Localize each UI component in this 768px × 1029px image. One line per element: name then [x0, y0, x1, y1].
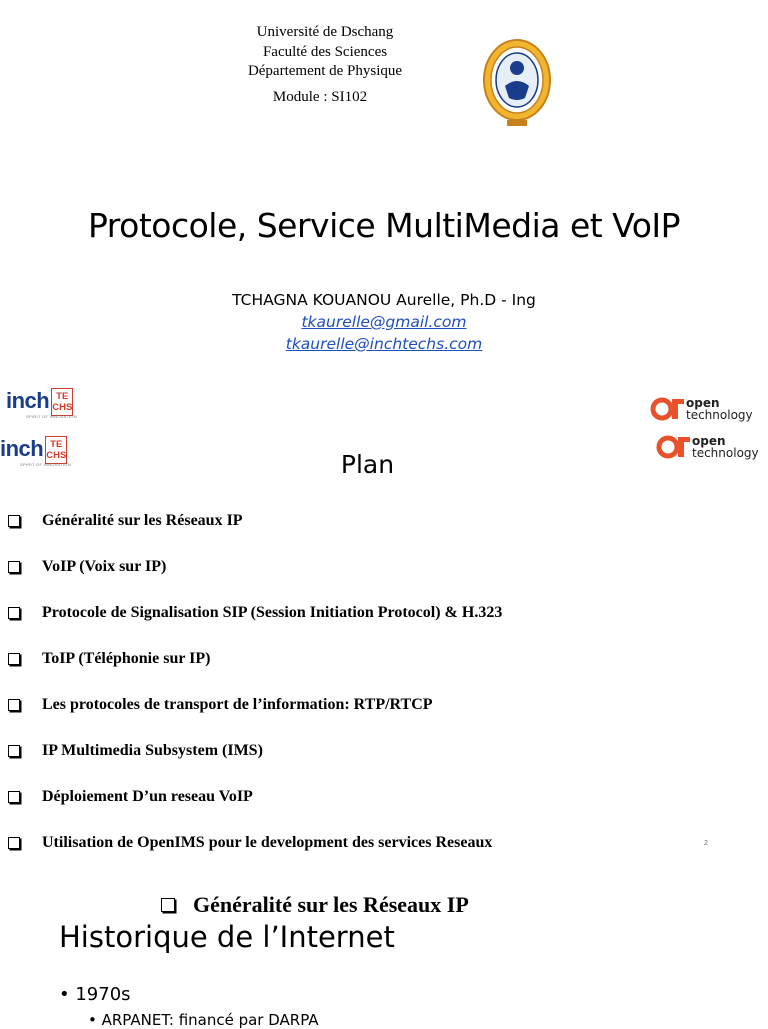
university-seal-icon: [481, 36, 553, 130]
author-name: TCHAGNA KOUANOU Aurelle, Ph.D - Ing: [232, 291, 536, 309]
checkbox-bullet-icon: [8, 745, 20, 757]
checkbox-bullet-icon: [8, 561, 20, 573]
inch-logo-text: inch: [0, 436, 44, 461]
page-number: 2: [704, 840, 708, 847]
inch-logo-text: inch: [6, 388, 50, 413]
presentation-title: Protocole, Service MultiMedia et VoIP: [87, 206, 681, 245]
plan-item: [8, 834, 492, 852]
plan-item: [8, 650, 210, 668]
ot-line2: technology: [692, 446, 759, 460]
department-line: Département de Physique: [247, 63, 403, 79]
plan-item: [8, 604, 502, 622]
plan-item-label: VoIP (Voix sur IP): [42, 558, 167, 575]
inchtechs-logo: [6, 388, 77, 419]
module-label: Module : SI102: [272, 89, 368, 105]
plan-item: [8, 742, 263, 760]
plan-item-label: IP Multimedia Subsystem (IMS): [42, 742, 263, 759]
ot-line2: technology: [686, 408, 753, 422]
open-technology-mark-icon: [650, 396, 686, 422]
checkbox-bullet-icon: [161, 898, 175, 912]
bullet-level2: • ARPANET: financé par DARPA: [88, 1011, 319, 1029]
checkbox-bullet-icon: [8, 699, 20, 711]
plan-item-label: ToIP (Téléphonie sur IP): [42, 650, 211, 667]
plan-item-label: Protocole de Signalisation SIP (Session Initiation Protocol) & H.323: [42, 604, 503, 621]
university-line: Université de Dschang: [256, 24, 394, 40]
checkbox-bullet-icon: [8, 653, 20, 665]
faculty-line: Faculté des Sciences: [262, 43, 388, 60]
plan-heading: Plan: [340, 450, 395, 479]
inch-tagline: SPIRIT OF INNOVATION: [26, 414, 77, 419]
plan-item: [8, 696, 433, 714]
techs-logo-box: TE CHS: [45, 436, 67, 464]
checkbox-bullet-icon: [8, 791, 20, 803]
plan-item: [8, 512, 243, 530]
bullet-level1: • 1970s: [59, 984, 131, 1005]
checkbox-bullet-icon: [8, 515, 20, 527]
plan-item-label: Déploiement D’un reseau VoIP: [42, 788, 253, 805]
techs-logo-box: TE CHS: [51, 388, 73, 416]
plan-item-label: Les protocoles de transport de l’information: RTP/RTCP: [42, 696, 433, 713]
plan-item: [8, 558, 166, 576]
plan-item-label: Généralité sur les Réseaux IP: [42, 512, 243, 529]
plan-item: [8, 788, 253, 806]
checkbox-bullet-icon: [8, 837, 20, 849]
email-link-gmail[interactable]: tkaurelle@gmail.com: [301, 313, 467, 331]
author-block: [0, 289, 768, 355]
section-heading: [161, 892, 469, 918]
bullet-text: 1970s: [75, 984, 131, 1005]
bullet-text: ARPANET: financé par DARPA: [101, 1011, 319, 1029]
slide-title: Historique de l’Internet: [59, 920, 395, 954]
section-heading-label: Généralité sur les Réseaux IP: [193, 892, 469, 917]
checkbox-bullet-icon: [8, 607, 20, 619]
plan-item-label: Utilisation de OpenIMS pour le development des services Reseaux: [42, 834, 493, 851]
ot-line1: open: [692, 434, 726, 448]
email-link-inchtechs[interactable]: tkaurelle@inchtechs.com: [285, 335, 483, 353]
university-header: [200, 23, 450, 82]
inch-tagline: SPIRIT OF INNOVATION: [20, 462, 71, 467]
ot-line1: open: [686, 396, 720, 410]
open-technology-logo: [650, 396, 753, 422]
